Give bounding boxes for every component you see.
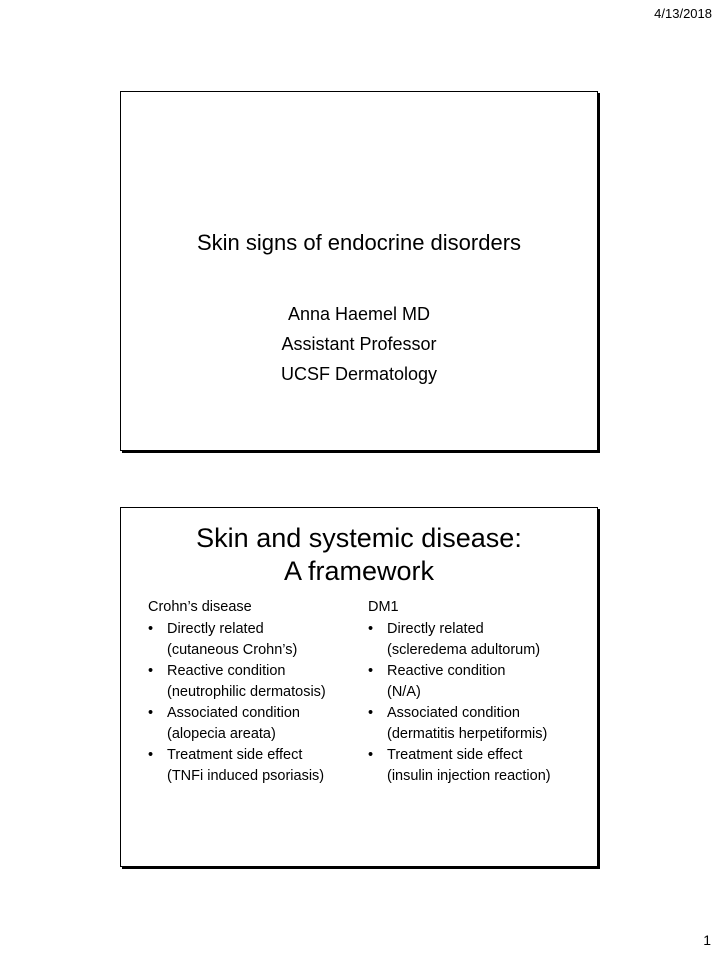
bullet-icon: •: [148, 663, 154, 679]
item-detail: (dermatitis herpetiformis): [387, 726, 548, 742]
item-label: Associated condition: [167, 705, 300, 721]
bullet-list: [368, 619, 593, 787]
item-label: Treatment side effect: [167, 747, 303, 763]
bullet-icon: •: [368, 663, 374, 679]
slide-2-title-line-2: A framework: [283, 556, 435, 586]
slide-2-title: [121, 522, 597, 588]
bullet-icon: •: [148, 705, 154, 721]
bullet-icon: •: [368, 747, 374, 763]
item-detail: (alopecia areata): [167, 726, 276, 742]
bullet-list: [148, 619, 363, 787]
item-label: Directly related: [167, 621, 264, 637]
slide-2-title-line-1: Skin and systemic disease:: [196, 523, 522, 553]
print-date: 4/13/2018: [654, 6, 712, 21]
column-heading: DM1: [368, 599, 399, 615]
presenter-affiliation: UCSF Dermatology: [280, 364, 438, 384]
list-item: [148, 619, 363, 661]
presenter-name: Anna Haemel MD: [287, 304, 431, 324]
crohns-column: [148, 597, 363, 787]
column-heading: Crohn’s disease: [148, 599, 252, 615]
item-detail: (cutaneous Crohn’s): [167, 642, 298, 658]
item-label: Reactive condition: [387, 663, 506, 679]
item-detail: (insulin injection reaction): [387, 768, 551, 784]
item-detail: (scleredema adultorum): [387, 642, 541, 658]
slide-2: [120, 507, 598, 867]
slide-1-title: Skin signs of endocrine disorders: [196, 230, 522, 255]
bullet-icon: •: [368, 621, 374, 637]
list-item: [148, 745, 363, 787]
list-item: [368, 661, 593, 703]
item-label: Directly related: [387, 621, 484, 637]
item-label: Associated condition: [387, 705, 520, 721]
list-item: [368, 703, 593, 745]
list-item: [368, 619, 593, 661]
dm1-column: [368, 597, 593, 787]
item-label: Reactive condition: [167, 663, 286, 679]
bullet-icon: •: [148, 621, 154, 637]
bullet-icon: •: [368, 705, 374, 721]
presenter-role: Assistant Professor: [281, 334, 437, 354]
item-detail: (N/A): [387, 684, 421, 700]
list-item: [368, 745, 593, 787]
item-detail: (TNFi induced psoriasis): [167, 768, 325, 784]
list-item: [148, 703, 363, 745]
presenter-info: [121, 299, 597, 389]
item-detail: (neutrophilic dermatosis): [167, 684, 326, 700]
bullet-icon: •: [148, 747, 154, 763]
page-number: 1: [703, 932, 711, 948]
slide-1: [120, 91, 598, 451]
list-item: [148, 661, 363, 703]
item-label: Treatment side effect: [387, 747, 523, 763]
